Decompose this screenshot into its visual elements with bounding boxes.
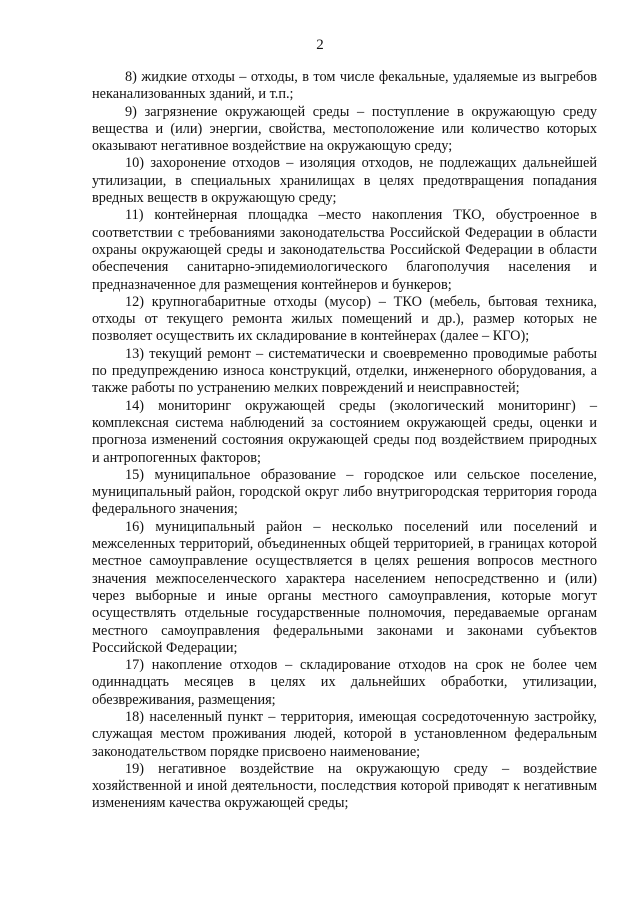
definition-item-19: 19) негативное воздействие на окружающую среду – воздействие хозяйственной и иной деятельности, последствия которой приводят к негативным изменениям качества окружающей среды;	[92, 760, 597, 812]
definition-item-14: 14) мониторинг окружающей среды (экологический мониторинг) – комплексная система наблюдений за состоянием окружающей среды, оценки и прогноза изменений состояния окружающей среды под воздействием природных и антропогенных факторов;	[92, 397, 597, 466]
definition-item-10: 10) захоронение отходов – изоляция отходов, не подлежащих дальнейшей утилизации, в специальных хранилищах в целях предотвращения попадания вредных веществ в окружающую среду;	[92, 155, 597, 207]
definition-item-12: 12) крупногабаритные отходы (мусор) – ТКО (мебель, бытовая техника, отходы от текущего ремонта жилых помещений и др.), размер которых не позволяет осуществить их складирование в контейнерах (далее – КГО);	[92, 293, 597, 345]
definition-item-13: 13) текущий ремонт – систематически и своевременно проводимые работы по предупреждению износа конструкций, отделки, инженерного оборудования, а также работы по устранению мелких повреждений и неисправностей;	[92, 345, 597, 397]
page-number: 2	[316, 37, 324, 53]
definition-item-8: 8) жидкие отходы – отходы, в том числе фекальные, удаляемые из выгребов неканализованных зданий, и т.п.;	[92, 69, 597, 103]
definition-item-18: 18) населенный пункт – территория, имеющая сосредоточенную застройку, служащая местом проживания людей, которой в установленном федеральным законодательством порядке присвоено наименование;	[92, 708, 597, 760]
definition-item-15: 15) муниципальное образование – городское или сельское поселение, муниципальный район, городской округ либо внутригородская территория города федерального значения;	[92, 466, 597, 518]
definition-item-11: 11) контейнерная площадка –место накопления ТКО, обустроенное в соответствии с требованиями законодательства Российской Федерации в области охраны окружающей среды и законодательства Российской Федерации в области обеспечения санитарно-эпидемиологического благополучия населения и предназначенное для размещения контейнеров и бункеров;	[92, 207, 597, 293]
definition-item-9: 9) загрязнение окружающей среды – поступление в окружающую среду вещества и (или) энергии, свойства, местоположение или количество которых оказывают негативное воздействие на окружающую среду;	[92, 103, 597, 155]
definition-item-16: 16) муниципальный район – несколько поселений или поселений и межселенных территорий, объединенных общей территорией, в границах которой местное самоуправление осуществляется в целях решения вопросов местного значения межпоселенческого характера населением непосредственно и (или) через выборные и иные органы местного самоуправления, которые могут осуществлять отдельные государственные полномочия, передаваемые органам местного самоуправления федеральными законами и законами субъектов Российской Федерации;	[92, 518, 597, 656]
definition-item-17: 17) накопление отходов – складирование отходов на срок не более чем одиннадцать месяцев в целях их дальнейших обработки, утилизации, обезвреживания, размещения;	[92, 657, 597, 708]
document-body	[92, 69, 597, 813]
